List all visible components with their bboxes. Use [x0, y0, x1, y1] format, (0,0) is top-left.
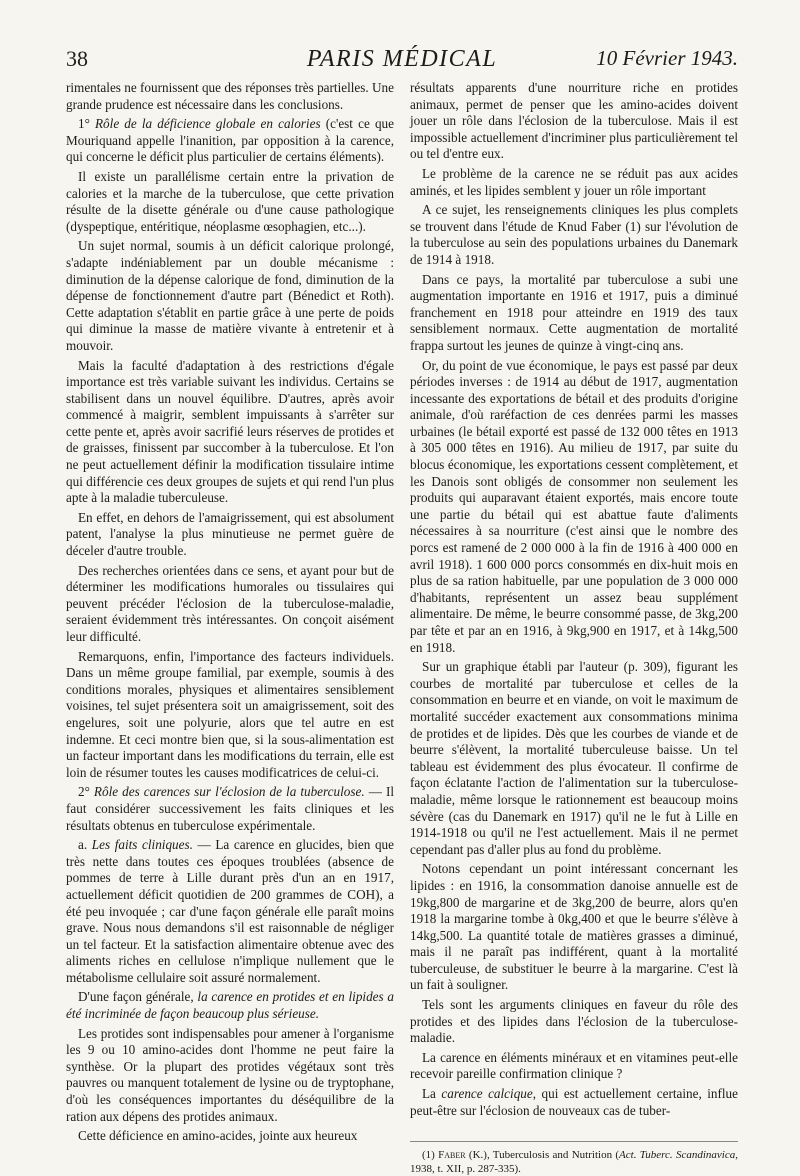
right-column [410, 80, 738, 1176]
footnote-end: , 1938, t. XII, p. 287-335). [410, 1149, 738, 1176]
paragraph: En effet, en dehors de l'amaigrissement, qui est absolument patent, l'analyse la plus minutieuse ne permet guère de déceler d'autre trouble. [66, 509, 394, 559]
paragraph: Les protides sont indispensables pour amener à l'organisme les 9 ou 10 amino-acides dont l'homme ne peut faire la synthèse. Or la plupart des protides végétaux sont très pauvres ou manquent totalement de lysine ou de tryptophane, d'où les conséquences importantes du déséquilibre de la ration aux dépens des protides animaux. [66, 1025, 394, 1124]
page-header [66, 46, 738, 78]
paragraph: Sur un graphique établi par l'auteur (p. 309), figurant les courbes de mortalité par tuberculose et celles de la consommation en beurre et en viande, on voit le maximum de mortalité succéder exactement aux consommations minima de protides et de lipides. Dès que les courbes de viande et de beurre s'élèvent, la mortalité tuberculeuse baisse. Un tel tableau est évidemment des plus évocateur. Il confirme de façon éclatante l'action de l'alimentation sur la tuberculose-maladie, même lorsque le rationnement est beaucoup moins sévère (cas du Danemark en 1917) qu'il ne le fut à Lille en 1914-1918 ou qu'il ne l'est actuellement. Mais il ne permet cependant pas d'aller plus au fond du problème. [410, 659, 738, 857]
footnote [410, 1148, 738, 1176]
paragraph [410, 1086, 738, 1119]
section-title: Rôle de la déficience globale en calories [95, 116, 321, 132]
section-text: — Il faut considérer successivement les faits cliniques et les résultats obtenus en tuberculose expérimentale. [66, 784, 394, 833]
journal-title: PARIS MÉDICAL [306, 46, 498, 72]
footnote-divider [410, 1141, 738, 1142]
footnote-source: Act. Tuberc. Scandinavica [619, 1149, 736, 1162]
paragraph: Dans ce pays, la mortalité par tuberculose a subi une augmentation importante en 1916 et 1917, puis a diminué franchement en 1918 pour atteindre en 1919 des taux sensiblement normaux. Cette augmentation de mortalité frappa surtout les jeunes de quinze à vingt-cinq ans. [410, 271, 738, 353]
issue-date: 10 Février 1943. [596, 46, 738, 70]
paragraph: La carence en éléments minéraux et en vitamines peut-elle recevoir pareille confirmation clinique ? [410, 1049, 738, 1082]
subsection-letter: a. [78, 837, 92, 853]
left-column [66, 80, 394, 1145]
paragraph: résultats apparents d'une nourriture riche en protides animaux, permet de penser que les amino-acides doivent jouer un rôle dans l'éclosion de la tuberculose. Mais il est impossible actuellement d'incriminer plus particulièrement tel ou tel d'entre eux. [410, 80, 738, 162]
subsection-faits-cliniques [66, 837, 394, 986]
paragraph: Mais la faculté d'adaptation à des restrictions d'égale importance est très variable suivant les individus. Certains se stabilisent dans un nouvel équilibre. D'autres, après avoir commencé à maigrir, semblent impuissants à s'arrêter sur cette pente et, après avoir sacrifié leurs réserves de protides et de graisses, finissent par succomber à la tuberculose. Et l'on ne peut actuellement définir la modification tissulaire intime qui différencie ces deux groupes de sujets et qui rend l'un plus apte à la maladie tuberculeuse. [66, 357, 394, 506]
paragraph: Un sujet normal, soumis à un déficit calorique prolongé, s'adapte indéniablement par un double mécanisme : diminution de la dépense calorique de fond, diminution de la dépense de fonctionnement d'autre part (Bénedict et Roth). Cette adaptation s'établit en partie grâce à une perte de poids qui diminue la masse de matière vivante à entretenir et à mouvoir. [66, 238, 394, 353]
paragraph-lead: D'une façon générale, [78, 989, 198, 1005]
subsection-text: — La carence en glucides, bien que très nette dans toutes ces époques troublées (absence de pommes de terre à Lille durant près d'un an en 1917, actuellement déficit quotidien de 200 grammes de COH), a été peu invoquée ; car d'une façon générale elle paraît moins grave. Nous nous demandons s'il est raisonnable de négliger un tel facteur. Et la satisfaction alimentaire obtenue avec des aliments riches en cellulose n'implique nullement que le métabolisme cellulaire soit assuré normalement. [66, 837, 394, 985]
emphasis-text: la carence en protides et en lipides a été incriminée de façon beaucoup plus sérieuse. [66, 989, 394, 1022]
footnote-marker: (1) [422, 1149, 439, 1162]
page-number: 38 [66, 46, 88, 71]
subsection-title: Les faits cliniques. [91, 837, 193, 853]
section-heading-carences [66, 784, 394, 834]
section-heading-calories [66, 116, 394, 166]
section-title: Rôle des carences sur l'éclosion de la tuberculose. [93, 784, 365, 800]
footnote-text: (K.), Tuberculosis and Nutrition ( [465, 1149, 620, 1162]
emphasis-text: carence calcique [441, 1086, 533, 1102]
footnote-author: Faber [438, 1149, 466, 1162]
paragraph: A ce sujet, les renseignements cliniques les plus complets se trouvent dans l'étude de Knud Faber (1) sur l'évolution de la tuberculose au sein des populations urbaines du Danemark de 1914 à 1918. [410, 202, 738, 267]
section-text: (c'est ce que Mouriquand appelle l'inanition, par opposition à la carence, qui concerne le déficit plus particulier de certains éléments). [66, 116, 394, 165]
paragraph: Le problème de la carence ne se réduit pas aux acides aminés, et les lipides semblent y jouer un rôle important [410, 165, 738, 198]
paragraph: Tels sont les arguments cliniques en faveur du rôle des protides et des lipides dans l'éclosion de la tuberculose-maladie. [410, 997, 738, 1046]
section-number: 1° [78, 116, 95, 132]
paragraph: Il existe un parallélisme certain entre la privation de calories et la marche de la tuberculose, que cette privation résulte de la disette générale ou d'une cause pathologique (dyspeptique, entéritique, néoplasme œsophagien, etc...). [66, 168, 394, 234]
paragraph: Or, du point de vue économique, le pays est passé par deux périodes inverses : de 1914 au début de 1917, augmentation incessante des exportations de bétail et des produits d'origine animale, d'où raréfaction de ces denrées parmi les masses urbaines (le bétail exporté est passé de 132 000 têtes en 1913 à 305 000 têtes en 1916). Au milieu de 1917, par suite du blocus économique, les exportations cessent complètement, et les Danois sont obligés de consommer non seulement les produits qui auparavant étaient exportés, mais encore toute une partie du bétail qui est abattue faute d'aliments nécessaires à sa nourriture (c'est ainsi que le nombre des porcs est ramené de 2 000 000 à la fin de 1916 à 400 000 en avril 1918). 1 600 000 porcs consommés en dix-huit mois en plus de sa ration habituelle, par une population de 3 000 000 d'habitants, représentent un assez beau supplément alimentaire. De même, le beurre consommé passe, de 3kg,200 par tête et par an en 1916, à 9kg,900 en 1917, et à 14kg,500 en 1918. [410, 357, 738, 655]
paragraph: Des recherches orientées dans ce sens, et ayant pour but de déterminer les modifications humorales ou tissulaires qui peuvent précéder l'éclosion de la tuberculose-maladie, seraient évidemment très intéressantes. On conçoit aisément leur difficulté. [66, 562, 394, 644]
paragraph: Remarquons, enfin, l'importance des facteurs individuels. Dans un même groupe familial, par exemple, soumis à des conditions morales, physiques et alimentaires sensiblement voisines, tel sujet présentera soit un amaigrissement, soit des engelures, soit une polyurie, alors que tel autre en est indemne. Et ceci montre bien que, si la sous-alimentation est un facteur important dans les modifications du terrain, elle est loin de résumer toutes les causes modificatrices de celui-ci. [66, 648, 394, 780]
paragraph: Cette déficience en amino-acides, jointe aux heureux [78, 1128, 358, 1144]
paragraph: Notons cependant un point intéressant concernant les lipides : en 1916, la consommation danoise annuelle est de 19kg,800 de margarine et de 3kg,200 de beurre, alors qu'en 1918 la margarine tombe à 0kg,400 et que le beurre s'élève à 14kg,500. La quantité totale de matières grasses a diminué, mais il ne paraît pas indifférent, quant à la mortalité tuberculeuse, de substituer le beurre à la margarine. C'est là un fait à souligner. [410, 861, 738, 993]
paragraph: rimentales ne fournissent que des réponses très partielles. Une grande prudence est nécessaire dans les conclusions. [66, 80, 394, 112]
paragraph [66, 989, 394, 1022]
section-number: 2° [78, 784, 94, 800]
paragraph-lead: La [422, 1086, 442, 1102]
paragraph-text: , qui est actuellement certaine, influe peut-être sur l'éclosion de nouveaux cas de tuber- [410, 1086, 738, 1118]
article-body [66, 80, 738, 1176]
